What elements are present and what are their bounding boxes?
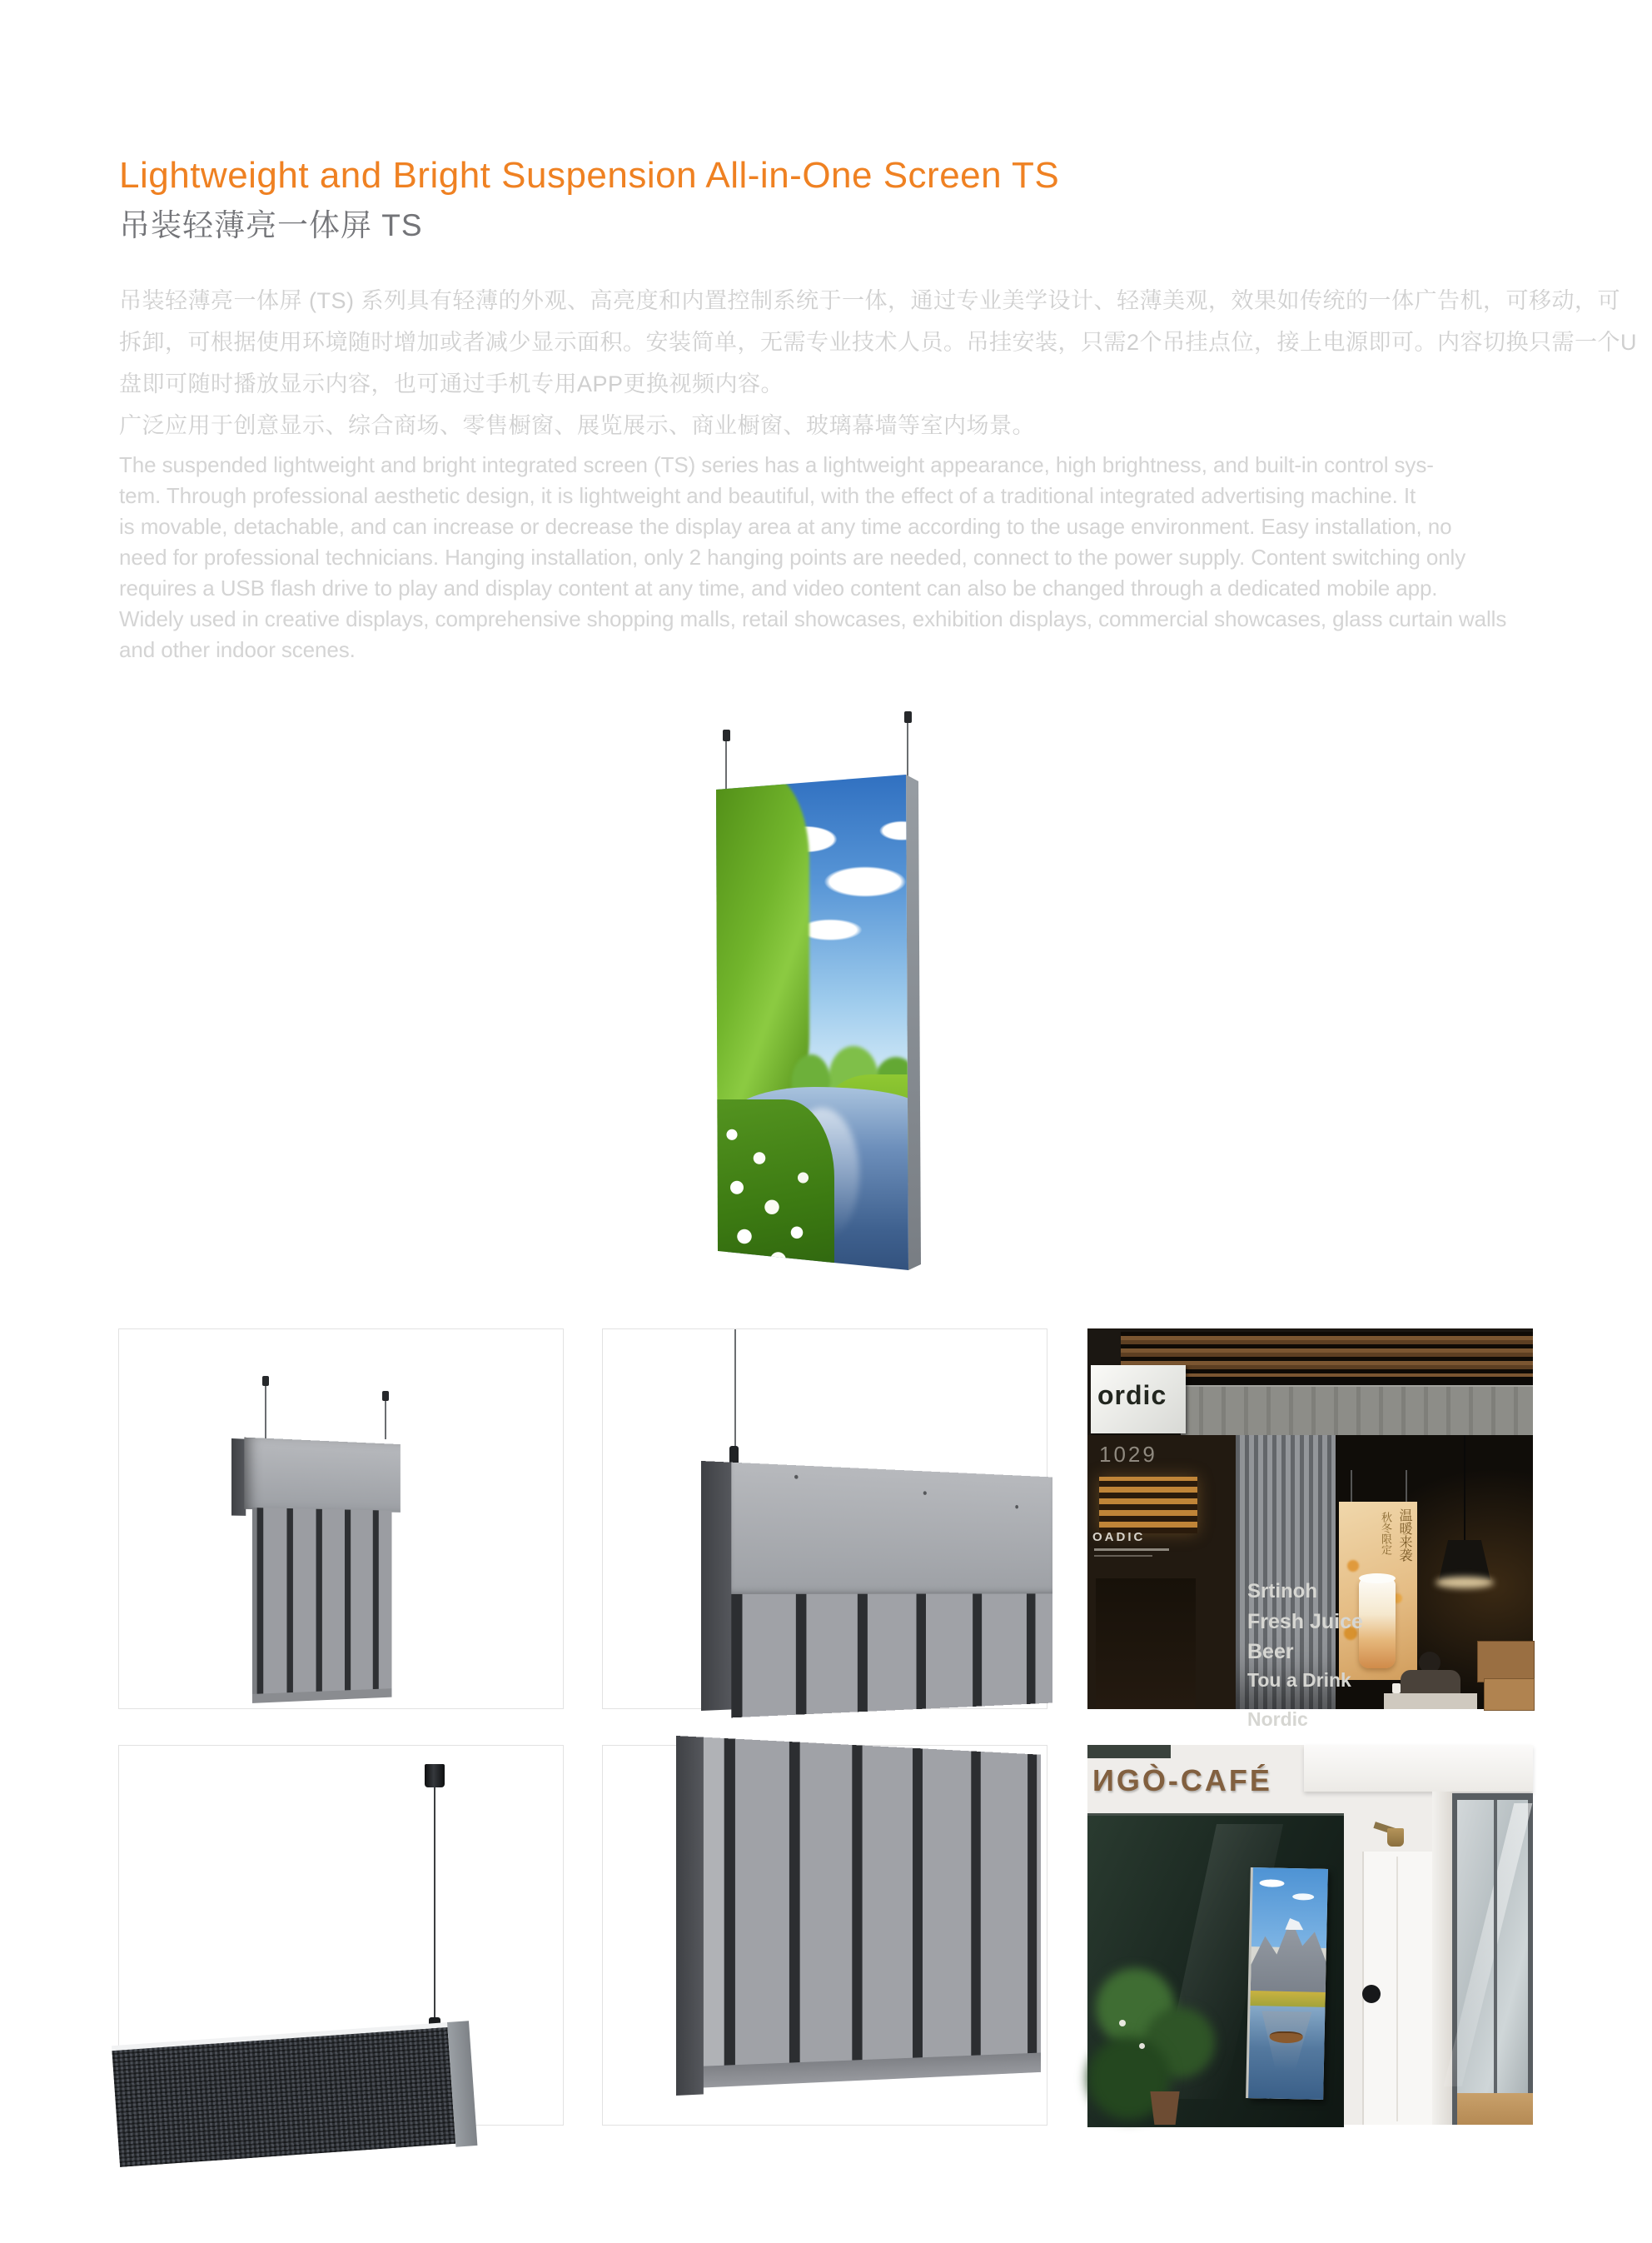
cup-lid: [1359, 1573, 1396, 1583]
paragraph-en: [119, 450, 1506, 665]
door-glass-lower: [1096, 1578, 1196, 1709]
scene-flowers: [709, 1099, 834, 1295]
figure-back-top-closeup: [602, 1328, 1047, 1709]
concrete-lintel: [1181, 1385, 1533, 1437]
en-line: tem. Through professional aesthetic design, it is lightweight and beautiful, with the effect of a traditional integrated advertising machine. It: [119, 483, 1416, 508]
poster-wire: [1406, 1470, 1407, 1503]
en-line: requires a USB flash drive to play and display content at any time, and video content can also be changed through a dedicated mobile app.: [119, 576, 1438, 601]
table: [1384, 1693, 1477, 1709]
plant-flower: [1119, 2020, 1126, 2026]
coffee-cup: [1392, 1683, 1401, 1693]
page-title: Lightweight and Bright Suspension All-in-One Screen TS: [119, 155, 1060, 196]
hanging-wire-left: [725, 741, 727, 791]
upper-glass-strip: [1087, 1745, 1171, 1758]
door-logo-text: OADIC: [1092, 1530, 1146, 1544]
shop-sign-board: [1091, 1365, 1186, 1433]
menu-line: Nordic: [1247, 1708, 1308, 1730]
screen-top-corner: [112, 2021, 485, 2162]
panel-ribs: [731, 1593, 1052, 1717]
hero-product-image: [709, 708, 943, 1291]
menu-line: Tou a Drink: [1247, 1669, 1351, 1691]
panel-back: [251, 1438, 409, 1708]
street-number: 1029: [1099, 1442, 1157, 1467]
hanging-wire-left: [265, 1386, 266, 1441]
figure-back-bottom-closeup: [602, 1745, 1047, 2126]
en-line: need for professional technicians. Hanging installation, only 2 hanging points are needed, connect to the power supply. Content switching only: [119, 545, 1466, 570]
panel-back-bottom: [676, 1736, 1041, 2111]
led-mesh: [112, 2027, 455, 2167]
poster-text-main: 温暖来袭: [1397, 1508, 1411, 1562]
panel-top-box: [731, 1463, 1052, 1596]
door-small-text-bar: [1094, 1555, 1152, 1557]
panel-inner-margin: [704, 1737, 724, 2085]
menu-line: Fresh Juice: [1247, 1610, 1363, 1633]
menu-line: Beer: [1247, 1640, 1294, 1663]
figure-front-wire-closeup: [118, 1745, 564, 2126]
cafe-sign-text: ИGÒ-CAFÉ: [1092, 1763, 1272, 1797]
door-handle: [1362, 1985, 1381, 2003]
zh-line: 盘即可随时播放显示内容，也可通过手机专用APP更换视频内容。: [119, 371, 784, 396]
ceiling-mount-right: [904, 711, 912, 723]
figure-back-view-full: [118, 1328, 564, 1709]
cardboard-box: [1477, 1641, 1535, 1682]
hanging-wire-right: [385, 1401, 386, 1439]
ceiling-mount-cap: [425, 1764, 445, 1787]
en-line: and other indoor scenes.: [119, 637, 356, 662]
poster-wire: [1351, 1470, 1352, 1503]
door-small-text-bar: [1094, 1548, 1169, 1551]
panel-left-edge: [676, 1736, 704, 2096]
door-seam: [1396, 1857, 1398, 2121]
window-mullion: [1494, 1800, 1497, 2093]
panel-ribs: [724, 1738, 1041, 2067]
ceiling-mount-left: [723, 730, 730, 741]
wall-lamp: [1387, 1828, 1404, 1847]
page-subtitle-zh: 吊装轻薄亮一体屏 TS: [119, 208, 423, 242]
wood-sill: [1457, 2093, 1533, 2125]
en-line: Widely used in creative displays, comprehensive shopping malls, retail showcases, exhibition displays, commercial showcases, glass curtain walls: [119, 606, 1507, 631]
zh-line: 广泛应用于创意显示、综合商场、零售橱窗、展览展示、商业橱窗、玻璃幕墙等室内场景。: [119, 413, 1035, 438]
zh-line: 吊装轻薄亮一体屏 (TS) 系列具有轻薄的外观、高亮度和内置控制系统于一体，通过专业美学设计、轻薄美观，效果如传统的一体广告机，可移动，可: [119, 288, 1620, 313]
panel-left-edge: [701, 1461, 731, 1711]
en-line: The suspended lightweight and bright integrated screen (TS) series has a lightweight appearance, high brightness, and built-in control sys-: [119, 452, 1434, 477]
eave: [1304, 1745, 1533, 1792]
plant-flower: [1139, 2043, 1145, 2049]
panel-ribs: [252, 1508, 392, 1697]
paragraph-zh: [119, 280, 1637, 446]
screw: [923, 1491, 927, 1495]
window-screen: [1248, 1867, 1328, 2100]
panel-top-box: [244, 1438, 401, 1513]
window-menu-text: [1247, 1580, 1363, 1731]
screw: [1015, 1505, 1018, 1509]
panel-back-closeup: [701, 1461, 1052, 1719]
ceiling-mount-left: [262, 1376, 269, 1386]
zh-line: 拆卸，可根据使用环境随时增加或者减少显示面积。安装简单，无需专业技术人员。吊挂安装，只需2个吊挂点位，接上电源即可。内容切换只需一个U: [119, 330, 1638, 355]
poster-text-sub: 秋冬限定: [1380, 1512, 1392, 1555]
menu-line: Srtinoh: [1247, 1580, 1317, 1602]
ceiling-mount-right: [382, 1391, 389, 1401]
figure-nordic-storefront: [1087, 1328, 1533, 1730]
hanging-wire: [734, 1329, 736, 1454]
lamp-cord: [1464, 1435, 1465, 1542]
hanging-wire: [434, 1787, 435, 2022]
screw: [794, 1475, 799, 1479]
lit-door-window: [1099, 1477, 1197, 1533]
milk-tea-cup: [1359, 1578, 1396, 1668]
shop-sign-text: ordic: [1097, 1380, 1167, 1410]
lamp-glow: [1436, 1577, 1494, 1588]
en-line: is movable, detachable, and can increase or decrease the display area at any time according to the usage environment. Easy installation, no: [119, 514, 1452, 539]
figure-cafe-storefront: [1087, 1745, 1533, 2125]
hanging-wire-right: [907, 723, 908, 776]
poster-flower: [1347, 1560, 1359, 1572]
cardboard-box: [1484, 1678, 1535, 1711]
